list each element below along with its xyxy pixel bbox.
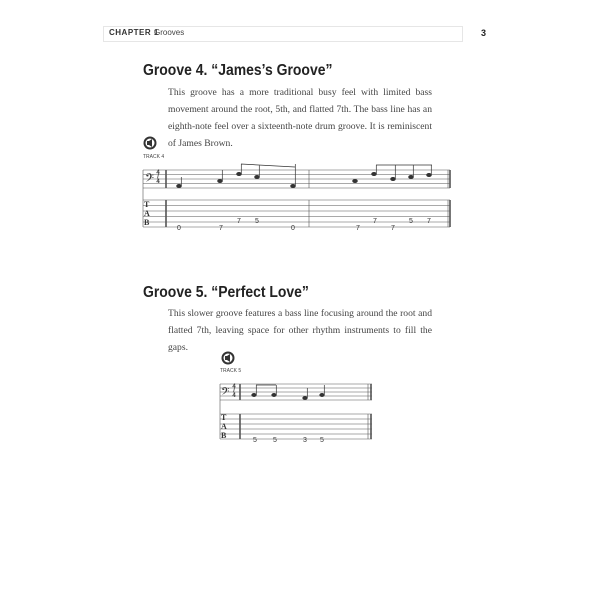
svg-text:5: 5 — [253, 437, 257, 444]
svg-text:T: T — [221, 413, 227, 422]
staff-groove5 — [220, 384, 372, 439]
svg-text:A: A — [221, 422, 227, 431]
bass-clef-icon: 𝄢 — [221, 385, 230, 400]
svg-text:5: 5 — [273, 437, 277, 444]
tab-numbers-groove5 — [253, 437, 324, 444]
groove5-title: Groove 5. “Perfect Love” — [143, 284, 309, 301]
svg-text:7: 7 — [427, 218, 431, 225]
groove5-text: This slower groove features a bass line focusing around the root and flatted 7th, leaving space for other rhythm instruments to fill the gaps. — [168, 308, 432, 353]
svg-text:5: 5 — [255, 218, 259, 225]
svg-text:T: T — [144, 200, 150, 209]
svg-text:5: 5 — [409, 218, 413, 225]
speaker-icon[interactable] — [222, 352, 235, 365]
tab-clef-2 — [221, 413, 227, 440]
track-label: TRACK 4 — [143, 154, 165, 160]
tab-numbers-groove4 — [177, 218, 431, 232]
svg-text:3: 3 — [303, 437, 307, 444]
svg-text:0: 0 — [291, 225, 295, 232]
svg-text:7: 7 — [373, 218, 377, 225]
bass-clef-icon: 𝄢 — [145, 173, 155, 188]
track-label: TRACK 5 — [220, 368, 242, 374]
svg-text:7: 7 — [356, 225, 360, 232]
time-signature: 4/4 — [155, 170, 161, 184]
speaker-icon[interactable] — [144, 137, 157, 150]
svg-text:7: 7 — [219, 225, 223, 232]
svg-text:B: B — [221, 431, 227, 440]
svg-text:B: B — [144, 218, 150, 227]
page-number: 3 — [481, 28, 487, 38]
groove4-text: This groove has a more traditional busy feel with limited bass movement around the root, 5th, and flatted 7th. The bass line has an eighth-note feel over a sixteenth-note drum groove. It is reminiscent of James Brown. — [168, 87, 432, 149]
tab-clef-1 — [144, 200, 150, 227]
notes-groove4 — [177, 164, 432, 188]
svg-text:0: 0 — [177, 225, 181, 232]
svg-text:7: 7 — [237, 218, 241, 225]
groove4-title: Groove 4. “James’s Groove” — [143, 62, 333, 79]
svg-text:7: 7 — [391, 225, 395, 232]
svg-text:A: A — [144, 209, 150, 218]
staff-groove4 — [143, 170, 450, 227]
chapter-name: Grooves — [154, 28, 185, 37]
time-signature: 4/4 — [231, 384, 237, 398]
svg-text:5: 5 — [320, 437, 324, 444]
chapter-label: CHAPTER 1 — [109, 28, 159, 37]
